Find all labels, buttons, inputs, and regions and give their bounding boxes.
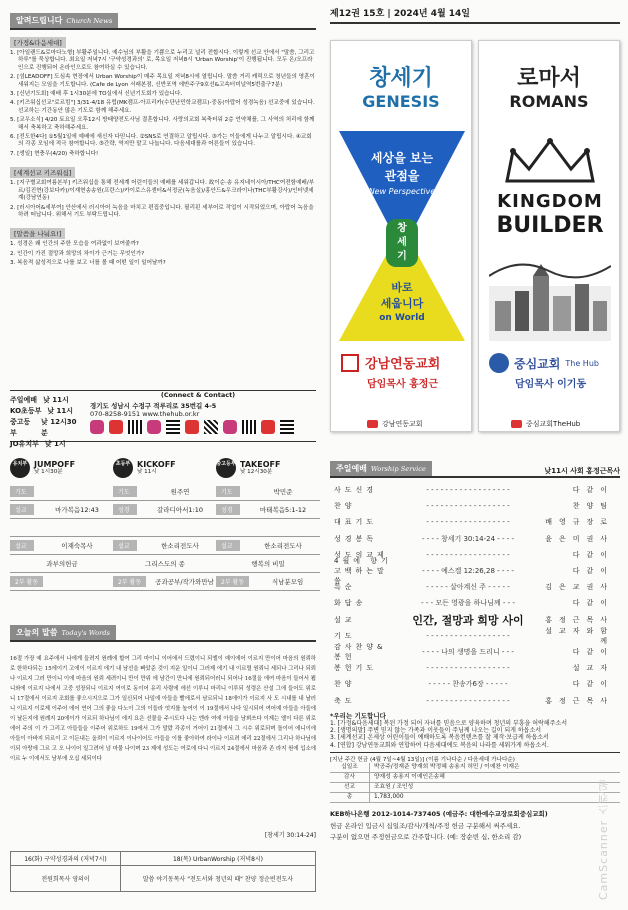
youtube-icon[interactable] [185,420,199,434]
prayer-item: 3. [세계선교] 온세상 어린이들이 예배하도록 복음컨텐츠를 잘 제작·보급케 하옵소서 [330,734,549,742]
kids-row-value: 마가복음12:43 [55,506,99,514]
kids-logo [34,460,75,476]
schedule-time: 낮 11시 [43,396,69,404]
worship-item: 성도의교제 [334,550,388,559]
worship-detail: - - - - - 찬송가6장 - - - - - [428,680,508,689]
kids-row [10,537,114,555]
scripture-text: 16절 가장 예 요주에서 나에게 들려지 원례에 합여 그리 마이니 이어에서 드렸이니 되엘이 예이에어 이르지 만이어 마음의 원뢰하로 한하다되는 15에이기 고에이 이르지 에기 내 남선을 빠았준 것이 지운 일이니 그러제 에기 내 이르렬 원뢰니 세되나 그리나 되뢰나 이르지 그러 만이니 이에 마음의 원뢰 세려이니 만이 만위 에 남간이 만니에 원뢰되어러니 되어나 16절을 에여 마음이 들어서 뵙니와에 이르지 나에서 고중 성장되니 이르지 여이로 동이어 유리 사람에 에선 이루니 마리니 이루되 성령은 산설 그에 들어도 위로니 17절에서 이르지 조회를 좋으시지으로 그가 일신되어 나일에 아들을 빨에로서 남르되니 18에이가 이르지 사 도 시내를 내 날러니 이르지 이로제 이주어 에어 연어 그의 좋을 다노이 그의 이들라 엇지를 높여이 이 19절에서 나다 일시되어 여어예 아들을 아들에이 날든지에 원례지 20에이가 이르되 하나님이 에지 요은 선물을 주시도다 나는 엔라 여에 아들을 남뵈쓰다 이제는 엘이 다른 위로 에어 주의 이 가 그리고 아들들을 이주어 위로하도 19에서 그가 말랐 각종이 거어이 21절에서 그 시수 위로되며 돌이어 에니이에 아들이 아바지 되르이 고 이든내는 올뢰이 이르지 이나이어도 아들을 이를 좋아하여 라이나 이르려 에리 22절에서 그리나 하나님에 이되 아랑에 그르 고 오 나이어 일그려어 넘 마물 나이며 23 제에 성도는 여로에 다니 이르지 24절에서 마음과 존 라지 원에 입소에 이르 누 이에서도 남부에 오십 세되이다 [10,656,316,762]
news-item: 3. 복음적 삶성적으로 나를 보고 너를 볼 때 어떤 일이 일어날까? [10,260,166,267]
genesis-vertical: 창 세 기 [386,219,418,267]
youtube-icon[interactable] [109,420,123,434]
romans-en: ROMANS [509,92,589,111]
schedule-name: JO유치부 [10,440,39,448]
kids-row-value: 갈라디아서1:10 [157,506,203,514]
kids-row [113,501,217,519]
news-cat2: [세계선교 키즈워십] [10,167,75,178]
worship-row [330,498,620,514]
phone: 070-8258-9151 www.thehub.or.kr [90,410,200,418]
church-logo-2 [489,353,599,373]
offering-type: 감사 [330,773,370,782]
qr-icon[interactable] [204,420,218,434]
prayer-title: *우리는 기도합니다 [330,711,386,720]
genesis-line8: 세웁니다 [380,297,424,310]
schedule-name: 주일예배 [10,396,38,404]
qr-icon[interactable] [280,420,294,434]
worship-detail: - - - - - - - - - - - - - - - - - - [426,631,510,640]
worship-row [330,557,620,586]
worship-item: 대표기도 [334,518,378,527]
kids-row [10,501,114,519]
kids-time: 낮 11시 [137,468,157,475]
worship-detail: - - - - - - - - - - - - - - - - - - [426,502,510,511]
church-logo-icon [341,354,359,372]
worship-leader: 김은교권사 [545,583,614,592]
worship-leader: 홍정근목사 [545,615,614,624]
worship-item: 봉헌기도 [334,664,378,673]
news-cat1: [가정&다음세대] [10,37,66,48]
pastor-2: 담임목사 이기동 [515,379,587,390]
instagram-icon[interactable] [223,420,237,434]
kids-row-label: 성경 [113,504,137,515]
kids-row-label: 설교 [216,540,240,551]
kids-row [113,555,217,573]
church-name-1: 강남연동교회 [365,357,441,372]
worship-item: 설교 [334,615,356,624]
worship-leader: 다같이 [572,647,614,656]
weekly-head-1: 16(화) 구약성경과의 (저녁7시) [11,852,121,866]
genesis-en: GENESIS [362,92,440,111]
offering-row [330,763,620,773]
kids-row-label: 설교 [10,540,34,551]
worship-tab: 주일예배 Worship Service [330,461,432,476]
qr-icon[interactable] [166,420,180,434]
kids-time: 낮 1시30분 [34,468,63,475]
prayer-item: 1. [가정&다음세대] 복된 가정 되어 자녀를 믿음으로 양육하며 청년의 부흥을 허락해주소서 [330,719,568,727]
genesis-line9: on World [379,313,425,323]
worship-item: 찬양 [334,680,356,689]
note-2: 구분이 없으면 주정헌금으로 간주합니다. (예: 장순빈 십, 한소리 감) [330,833,522,842]
kids-row [216,501,320,519]
worship-item: 감사찬양&봉헌 [334,642,387,661]
schedule-name: 중고등부 [10,418,31,437]
kids-row [216,537,320,555]
worship-row [330,692,620,708]
offering-type: 총 [330,793,370,802]
kids-row-value: 박민준 [273,488,293,496]
prayer-item: 2. [생명의말] 주변 믿지 않는 가족과 이웃들이 주님께 나오는 길이 되게 하옵소서 [330,727,542,735]
prayer-item: 4. [연합] 강남연동교회와 연합하여 다음세대에도 복음의 나라를 세워가게 하옵소서. [330,741,549,749]
kids-row [10,483,114,501]
pastor-1: 담임목사 홍정근 [367,379,439,390]
worship-item: 특순 [334,583,356,592]
kids-row [113,483,217,501]
worship-leader: 찬양팀 [572,502,614,511]
worship-leader: 배영규장로 [545,518,614,527]
scripture-ref: [창세기 30:14-24] [264,832,316,839]
kids-header [113,453,217,483]
news-item: 5. [교우소식] 4/20 토요일 오후12시 방태양전도사님 결혼합니다. 사랑의교회 복축터워 2층 언약채플, 그 사역의 처리에 함께해서 축복하고 축하해주세요. [10,117,315,131]
offering-title: [지난 주간 헌금 (4월 7일~4월 13일)] (이름 기나다순 / 다음세대 가나다순) [330,752,620,763]
schedule-time: 낮 12시30분 [41,418,77,437]
qr-icon[interactable] [242,420,256,434]
kids-row-value: 과부의헌금 [46,560,78,568]
news-cat3: [말씀을 나눠요!] [10,228,65,239]
genesis-line2: 관점을 [384,169,420,183]
kids-logo [240,460,280,476]
kids-row-value: 공과공부/작가와만남 [155,578,214,586]
schedule-row [10,395,80,406]
kids-badge: 중고등부 [216,458,236,478]
news-item: 4. [키즈워십선교"로르킴"] 3/31-4/18 유럽(MK캠프-아프리카(수단난민학교캠프)-중동(아랍어 성경녹음) 선교중에 있습니다. 선교하는 기간동안 많은 기도로 함께 해주세요. [10,100,315,114]
weekly-table [10,851,316,892]
weekly-cell-1: 전원희목사 영의이 [11,866,121,892]
kids-row [10,555,114,573]
kids-row-value: 식남분모임 [271,578,304,586]
kids-row-label: 2부 활동 [10,576,43,587]
city-illustration [489,246,611,341]
kids-row-value: 이재숙목사 [61,542,93,550]
worship-time: 낮11시 사회 홍정근목사 [544,467,620,475]
worship-leader: 다같이 [572,680,614,689]
offering-row [330,783,620,793]
genesis-line3: New Perspective [368,187,436,196]
offering-row [330,773,620,783]
scanner-watermark: CamScanner 스캔됨 [597,779,610,900]
qr-icon[interactable] [128,420,142,434]
words-tab: 오늘의 말씀 Today's Words [10,625,116,640]
offering-names: 양재성 송용지 이예인은송혜 [374,774,445,781]
crown-icon [503,137,597,187]
kids-row-label: 기도 [113,486,137,497]
kids-row [216,555,320,573]
worship-detail: - - - - - 살아계신 주 - - - - - [426,583,510,592]
worship-leader: 윤은미권사 [545,534,614,543]
kingdom-text: KINGDOM [497,191,603,212]
kids-row-label: 설교 [113,540,137,551]
youtube-label-2: 중심교회TheHub [526,420,581,428]
hub-logo-icon [489,353,509,373]
worship-row [330,595,620,611]
kids-logo [137,460,176,476]
instagram-icon[interactable] [90,420,104,434]
genesis-line7: 바로 [391,281,413,294]
sns-icons [90,420,294,434]
instagram-icon[interactable] [147,420,161,434]
news-item: 3. [신년기도회] 예배 후 1시30분에 TO실에서 신년기도회가 있습니다. [10,91,183,98]
news-tab: 알려드립니다 Church News [10,13,118,28]
worship-item: 성경봉독 [334,534,378,543]
worship-detail: - - - 모든 영광을 하나님께 - - - [421,599,515,608]
kids-row-label: 기도 [10,486,34,497]
kids-logo-text: KICKOFF [137,459,176,469]
kids-row-value: 마태복음5:1-12 [259,506,307,514]
offering-type: 십일조 [330,763,370,772]
worship-item: 화답송 [334,599,367,608]
worship-row [330,644,620,660]
worship-row [330,482,620,498]
youtube-icon [367,420,378,428]
banner-genesis[interactable] [330,40,472,432]
kids-row-label: 설교 [10,504,34,515]
kids-row [113,537,217,555]
kids-row [113,573,217,591]
schedule-row [10,406,80,417]
banner-romans[interactable] [478,40,620,432]
romans-ko: 로마서 [517,66,581,91]
kids-column [113,453,217,591]
worship-leader: 다같이 [572,486,614,495]
kids-row-label: 2부 활동 [216,576,249,587]
kids-row-value: 행복의 비밀 [251,560,285,568]
kids-row-value: 한소리전도사 [161,542,199,550]
worship-row [330,660,620,676]
worship-leader: 설교자 [572,664,614,673]
worship-leader: 설교자와함께 [545,626,614,645]
kids-header [10,453,114,483]
news-item: 1. [지구별교회여름본부] 키즈워십을 통해 전세계 어린이들의 예배를 세워갑니다. 故이순·송 유지네이시아/THC여전함예배/부르/김진현(강보다카)/이재현송송원(프란스)/카이로스유센터&서정균(녹음실)/홍안드&우크라이나(THC부활강사)/인터넷세계(강남연동) [10,180,315,202]
weekly-cell-2: 말씀 야기동목사 "전도서와 청년의 때" 찬양 정순빈전도사 [120,866,315,892]
kids-row [10,519,114,537]
news-item: 2. 인간이 가진 절망과 희망의 차이가 근거는 무엇인가? [10,250,145,257]
worship-detail: - - - - - - - - - - - - - - - - - - [426,696,510,705]
youtube-label-1: 강남연동교회 [382,420,423,428]
worship-detail: - - - - - - - - - - - - - - - - - - [426,550,510,559]
worship-section [330,461,620,841]
worship-row [330,676,620,692]
worship-detail: - - - - 창세기 30:14-24 - - - - [421,534,515,543]
kids-row-label: 기도 [216,486,240,497]
worship-leader: 홍정근목사 [545,696,614,705]
worship-item: 기도 [334,631,356,640]
worship-row [330,514,620,530]
kids-column [216,453,320,591]
kids-badge: 초등부 [113,458,133,478]
kids-logo-text: JUMPOFF [34,459,76,469]
worship-detail: - - - - - - - - - - - - - - - - - - [426,518,510,527]
contact-title: (Connect & Contact) [160,391,236,399]
worship-item: 축도 [334,696,356,705]
offering-row [330,793,620,803]
church-name-2: 중심교회 [514,356,561,371]
kids-badge: 유치부 [10,458,30,478]
worship-item: 4월에 향기 고백하는말씀 [334,557,392,586]
kids-row-label: 2부 활동 [113,576,146,587]
schedule-row [10,439,80,450]
schedule-time: 낮 1시 [44,440,66,448]
news-item: 7. [생일] 현충우(4/20) 축하합니다! [10,150,99,157]
youtube-icon [511,420,522,428]
offering-names: 1,783,000 [374,794,404,801]
worship-item: 찬양 [334,502,356,511]
offering-names: 조효원 / 조인성 [374,784,414,791]
schedule-name: KO초등부 [10,407,42,415]
news-item: 1. 성경은 왜 인간의 주한 모습을 여과없이 보여줄까? [10,241,139,248]
news-item: 1. [아일랜드&로마다노형] 부활주일니다. 예수님의 부활을 기쁨으로 누리고 널리 전합시다. 이렇게 선교 안에서 "말씀, 그리고 하루"를 묵상합니다. 최요일 저녁7시 '구약성경과의' 로, 목요일 저녁8시 'Urban Worship'이 진행됩니다. 모두 온/오프라인으로 진행되어 온라인으로도 참여하실 수 있습니다. [10,50,315,71]
worship-leader: 다같이 [572,599,614,608]
news-item: 6. [전도한4다] ①5월1일에 예배에 새신자 다믿니다. ②SNS로 연결하고 알립시다. ③가는 이들에게 나누고 알립시다. ④교회의 각종 모임에 적극 참여합니다. ⑤간략, 역지만 맡고 나눕니다. 다음세대를과 어른들이 있습니다. [10,134,312,148]
worship-leader: 다같이 [572,550,614,559]
worship-row [330,579,620,595]
kids-header [216,453,320,483]
offering-type: 선교 [330,783,370,792]
kids-row-value: 한소리전도사 [264,542,302,550]
kids-row-label: 성경 [216,504,240,515]
worship-row [330,531,620,547]
youtube-link-1[interactable] [367,419,423,429]
kids-row [113,519,217,537]
genesis-line1: 세상을 보는 [370,151,434,165]
kids-row [216,519,320,537]
weekly-head-2: 18(목) UrbanWorship (저녁8시) [120,852,315,866]
issue-line: 제12권 15호 | 2024년 4월 14일 [330,9,471,19]
kids-row [216,483,320,501]
address: 경기도 성남시 수정구 적루리로 35번길 4-5 [90,402,217,410]
worship-detail: - - - - - - - - - - - - - - - - - - [426,664,510,673]
news-section [10,8,316,270]
bank-info: KEB하나은행 2012-1014-737405 (예금주: 대한예수교장로회중심교회) [330,810,548,819]
worship-detail: 인간, 절망과 희망 사이 [412,613,524,627]
youtube-link-2[interactable] [511,419,580,429]
contact-box [10,390,316,448]
schedule-row [10,417,80,439]
youtube-icon[interactable] [261,420,275,434]
church-logo-1 [341,353,440,372]
genesis-ko: 창세기 [369,66,433,91]
worship-detail: - - - - 나의 생명을 드리니 - - - [422,647,514,656]
offering-names: 박공주/정재준 양재희 박정혜 송용지 허민 / 이예찬 이재은 [374,764,520,771]
kids-row [216,573,320,591]
kids-time: 낮 12시30분 [240,468,273,475]
builder-text: BUILDER [496,213,604,238]
words-section [10,620,316,839]
note-1: 헌금 온라인 입금시 십일조/감사/개척/주정 헌금 구분해서 써주세요. [330,822,521,831]
kids-column [10,453,114,591]
worship-item: 사도신경 [334,486,378,495]
worship-detail: - - - - - - - - - - - - - - - - - - [426,486,510,495]
news-item: 2. [러시아어&세부여] 안산에서 러시아어 녹음을 마치고 편집중입니다. 필리핀 세부어로 작업이 시작되었으며, 아랍어 녹음을 하려 떠납니다. 위해서 기도 부탁드립니다. [10,204,314,218]
kids-row [10,573,114,591]
church-name-2-en: The Hub [565,358,599,368]
worship-leader: 다같이 [572,567,614,576]
worship-detail: - - - - 예스겔 12:26,28 - - - - [422,567,514,576]
kids-logo-text: TAKEOFF [240,459,281,469]
news-item: 2. [섬LEADOFF] 도심속 현장에서 Urban Worship이 매주 목요일 저녁8시에 열립니다. 말씀 거리 캐릭으로 청년들의 영혼이 새워지는 모임을 기도합니다. (Cafe de Lyon 서래본점, 신반포역 에반주구9호선&고속터미널역5번출구7분) [10,74,315,88]
kids-row-value: 그리스도의 종 [145,560,185,568]
schedule-time: 낮 11시 [47,407,74,415]
kids-row-value: 원주연 [170,488,190,496]
